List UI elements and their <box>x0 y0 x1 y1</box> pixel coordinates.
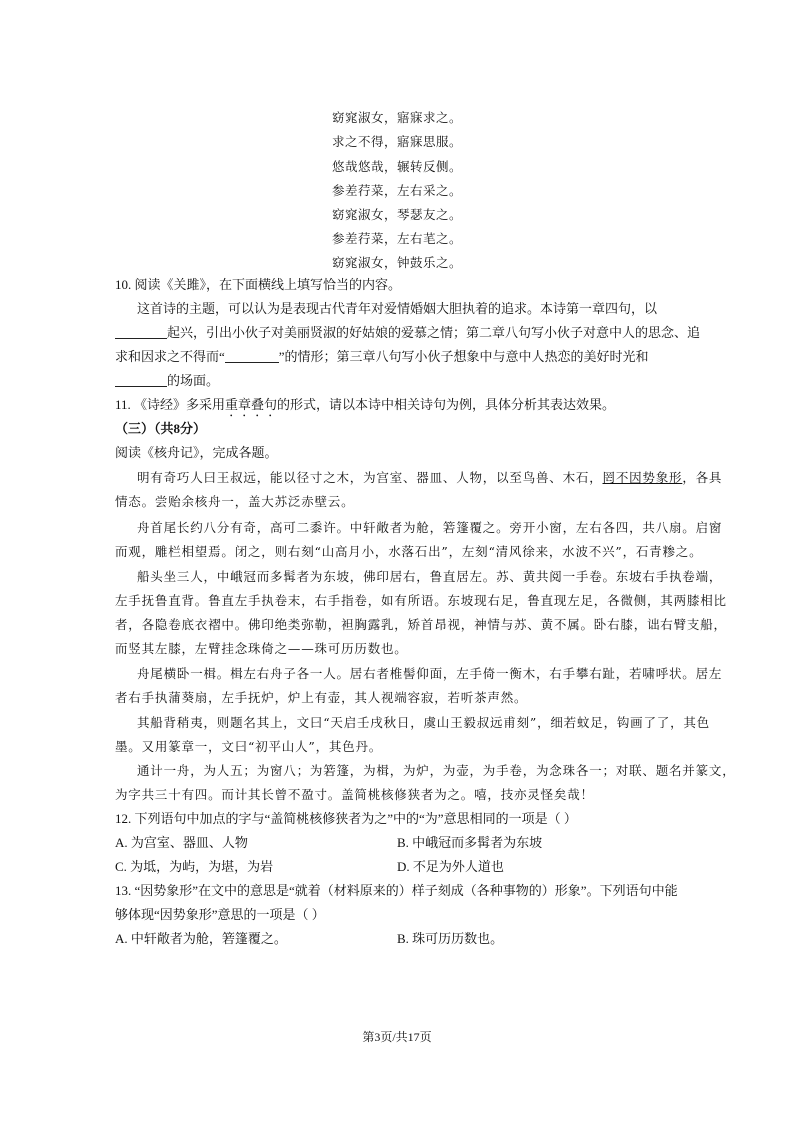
question-10-text: 求和因求之不得而“ ”的情形；第三章八句写小伙子想象中与意中人热恋的美好时光和 <box>115 349 649 364</box>
question-13-stem: 够体现“因势象形”意思的一项是（ ） <box>115 907 325 922</box>
section-title: （三）（共8分） <box>115 421 207 436</box>
section-intro: 阅读《核舟记》，完成各题。 <box>115 445 278 460</box>
question-10-title: 10. 阅读《关雎》，在下面横线上填写恰当的内容。 <box>115 277 402 292</box>
question-10-text: 这首诗的主题，可以认为是表现古代青年对爱情婚姻大胆执着的追求。本诗第一章四句，以 <box>137 301 658 316</box>
poem-line: 参差荇菜，左右采之。 <box>331 183 462 198</box>
essay-line: 为字共三十有四。而计其长曾不盈寸。盖简桃核修狭者为之。嘻，技亦灵怪矣哉！ <box>115 787 594 802</box>
poem-line: 悠哉悠哉，辗转反侧。 <box>331 159 462 174</box>
essay-line: 而观，雕栏相望焉。闭之，则右刻“山高月小，水落石出”，左刻“清风徐来，水波不兴”，石青糁之。 <box>115 544 703 559</box>
page-number: 第3页/共17页 <box>362 1030 432 1044</box>
poem-line: 窈窕淑女，钟鼓乐之。 <box>331 255 462 270</box>
essay-line: 通计一舟，为人五；为窗八；为箬篷，为楫，为炉，为壶，为手卷，为念珠各一；对联、题名并篆文， <box>137 763 736 778</box>
essay-line: 而竖其左膝，左臂挂念珠倚之——珠可历历数也。 <box>115 641 408 656</box>
poem-line: 参差荇菜，左右芼之。 <box>331 231 462 246</box>
essay-line: 舟尾横卧一楫。楫左右舟子各一人。居右者椎髻仰面，左手倚一衡木，右手攀右趾，若啸呼状。居左 <box>137 666 723 681</box>
essay-line: 者右手执蒲葵扇，左手抚炉，炉上有壶，其人视端容寂，若听茶声然。 <box>115 690 528 705</box>
question-11: 11. 《诗经》多采用重章叠句的形式，请以本诗中相关诗句为例，具体分析其表达效果。 <box>115 397 616 412</box>
essay-line: 左手抚鲁直背。鲁直左手执卷末，右手指卷，如有所语。东坡现右足，鲁直现左足，各微侧，其两膝相比 <box>115 593 727 608</box>
essay-line: 者，各隐卷底衣褶中。佛印绝类弥勒，袒胸露乳，矫首昂视，神情与苏、黄不属。卧右膝，诎右臂支船， <box>115 617 727 632</box>
question-13-stem: 13. “因势象形”在文中的意思是“就着（材料原来的）样子刻成（各种事物的）形象”。下列语句中能 <box>115 883 678 898</box>
emphasized-term: 重章叠句 <box>225 397 278 412</box>
option-c[interactable]: C. 为坻，为屿，为堪，为岩 <box>115 859 274 874</box>
essay-line: 明有奇巧人曰王叔远，能以径寸之木，为宫室、器皿、人物，以至鸟兽、木石，罔不因势象形，各具 <box>137 470 723 485</box>
answer-blank[interactable] <box>115 374 167 387</box>
option-b[interactable]: B. 中峨冠而多髯者为东坡 <box>397 835 543 850</box>
essay-line: 其船背稍夷，则题名其上，文曰“天启壬戌秋日，虞山王毅叔远甫刻”，细若蚊足，钩画了了，其色 <box>137 715 710 730</box>
question-10-text: 的场面。 <box>115 373 219 389</box>
poem-line: 求之不得，寤寐思服。 <box>331 134 462 149</box>
option-b[interactable]: B. 珠可历历数也。 <box>397 931 504 946</box>
option-a[interactable]: A. 中轩敞者为舱，箬篷覆之。 <box>115 931 287 946</box>
essay-line: 船头坐三人，中峨冠而多髯者为东坡，佛印居右，鲁直居左。苏、黄共阅一手卷。东坡右手执卷端， <box>137 569 723 584</box>
answer-blank[interactable] <box>115 326 167 339</box>
poem-line: 窈窕淑女，寤寐求之。 <box>331 110 462 125</box>
option-a[interactable]: A. 为宫室、器皿、人物 <box>115 835 248 850</box>
question-10-text: 起兴，引出小伙子对美丽贤淑的好姑娘的爱慕之情；第二章八句写小伙子对意中人的思念、追 <box>115 325 700 341</box>
poem-line: 窈窕淑女，琴瑟友之。 <box>331 207 462 222</box>
question-12-stem: 12. 下列语句中加点的字与“盖简桃核修狭者为之”中的“为”意思相同的一项是（ ） <box>115 811 577 826</box>
underlined-phrase: 罔不因势象形 <box>602 470 683 485</box>
essay-line: 情态。尝贻余核舟一，盖大苏泛赤壁云。 <box>115 494 355 509</box>
essay-line: 舟首尾长约八分有奇，高可二黍许。中轩敞者为舱，箬篷覆之。旁开小窗，左右各四，共八扇。启窗 <box>137 520 723 535</box>
essay-line: 墨。又用篆章一，文曰“初平山人”，其色丹。 <box>115 739 383 754</box>
option-d[interactable]: D. 不足为外人道也 <box>397 859 504 874</box>
answer-blank[interactable] <box>225 350 279 363</box>
